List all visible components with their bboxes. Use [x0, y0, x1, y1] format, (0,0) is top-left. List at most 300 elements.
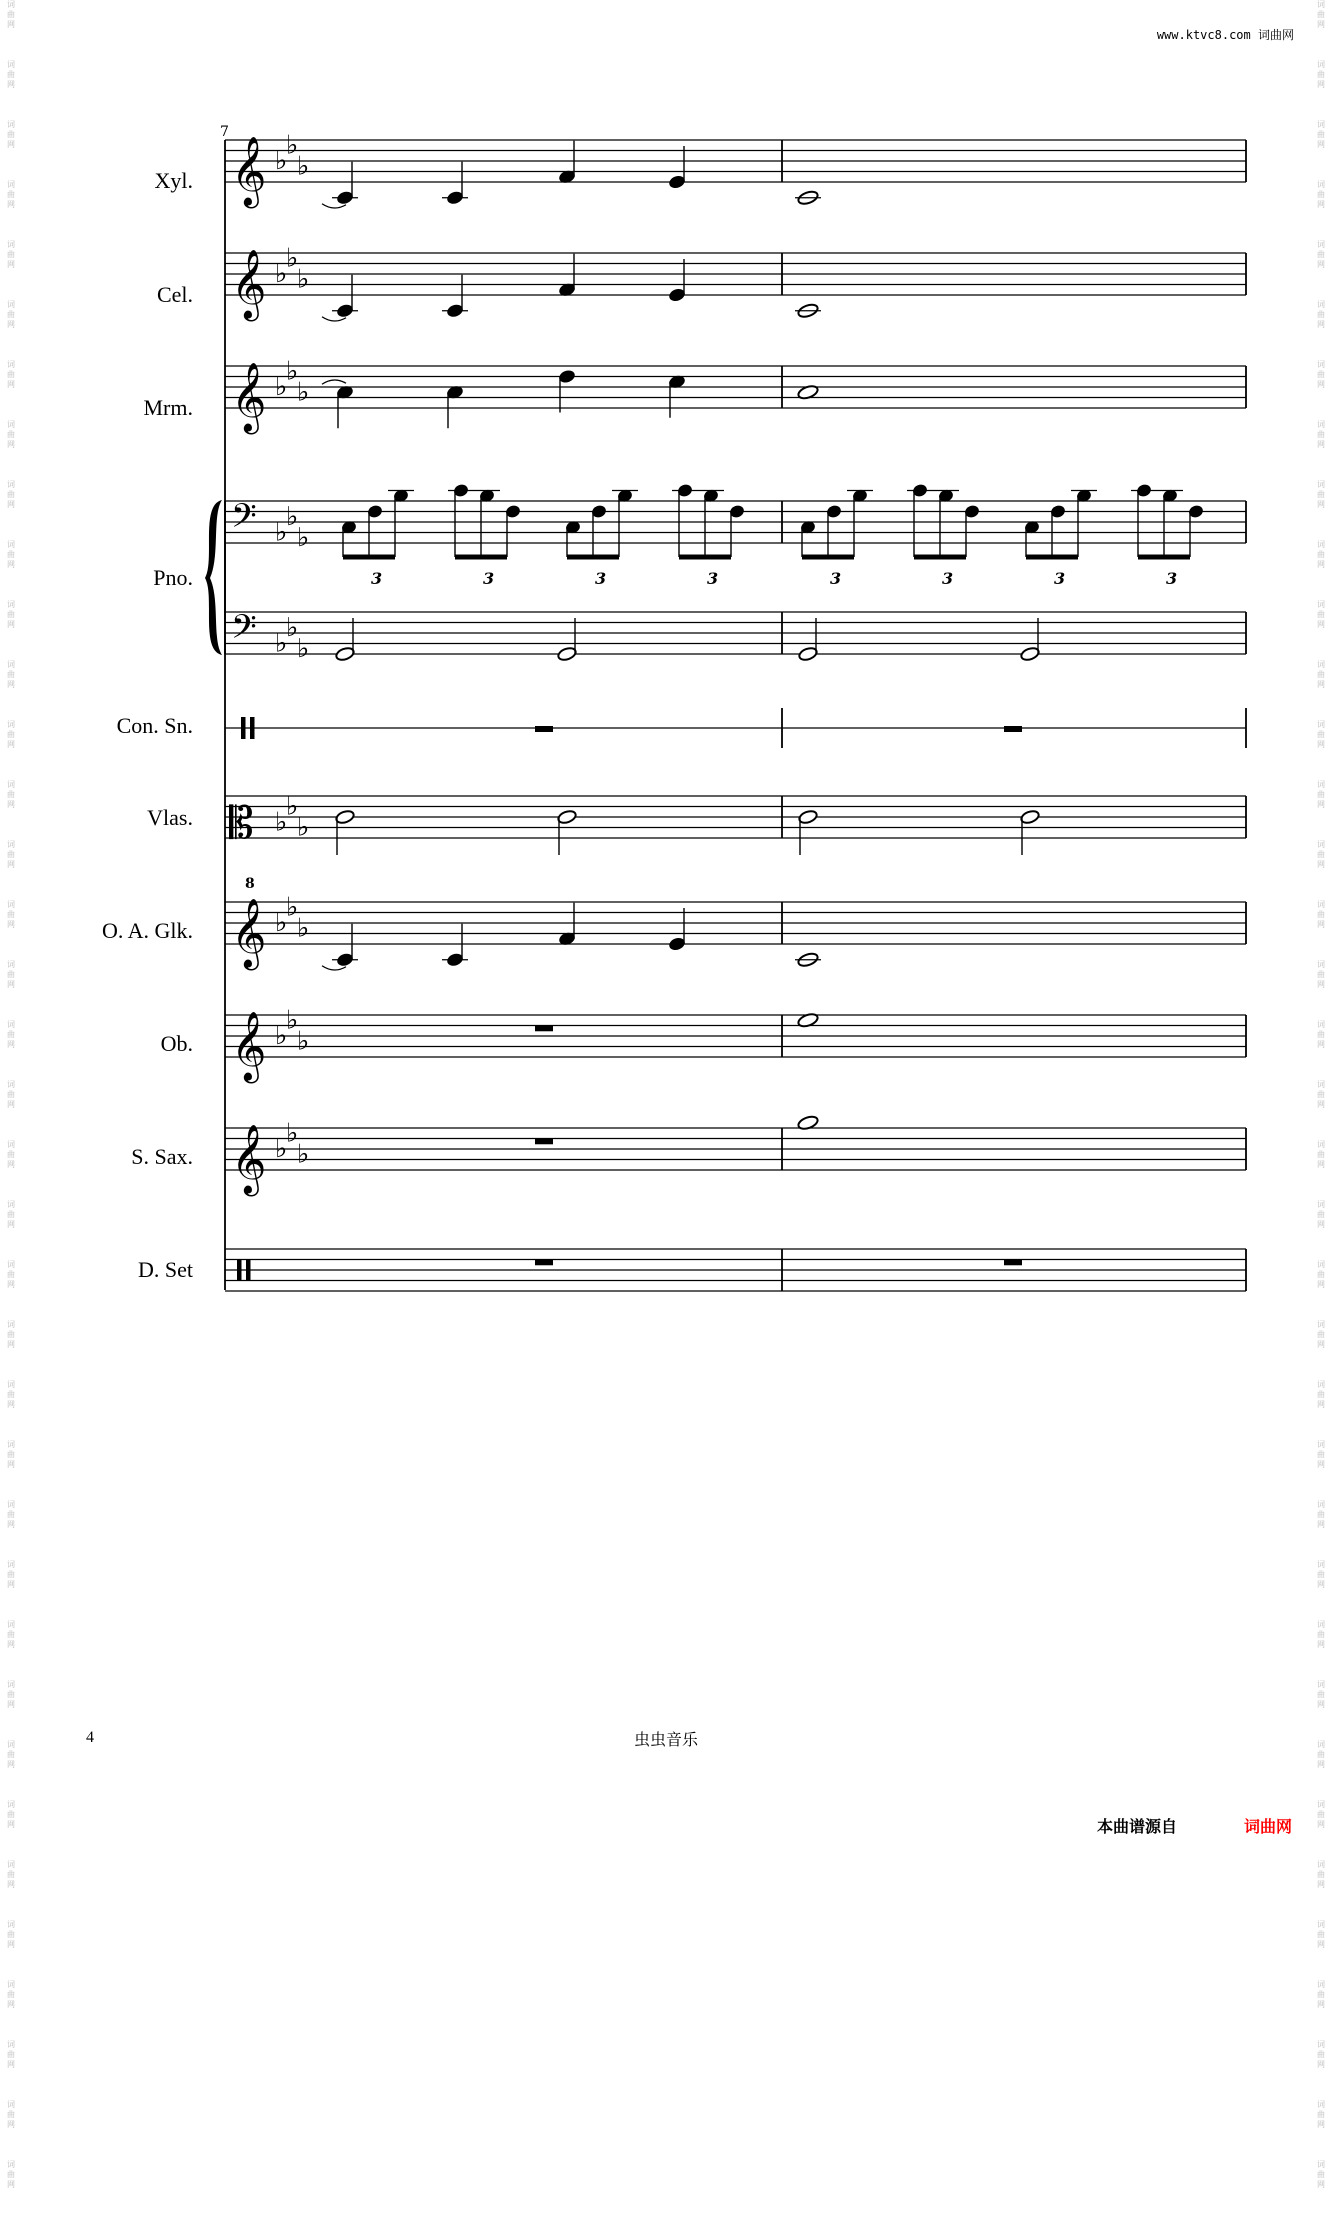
watermark-char: 词 — [7, 480, 15, 489]
watermark-char: 曲 — [1317, 10, 1325, 19]
watermark-char: 词 — [7, 180, 15, 189]
violas-half-note — [557, 809, 577, 825]
watermark-char: 网 — [7, 80, 15, 89]
watermark-char: 词 — [7, 1620, 15, 1629]
watermark-char: 曲 — [1317, 1450, 1325, 1459]
watermark-char: 词 — [7, 1560, 15, 1569]
watermark-char: 曲 — [1317, 130, 1325, 139]
watermark-char: 曲 — [1317, 670, 1325, 679]
watermark-char: 词 — [1317, 1440, 1325, 1449]
watermark-char: 曲 — [1317, 1030, 1325, 1039]
watermark-char: 曲 — [1317, 1510, 1325, 1519]
violas-half-note — [798, 809, 818, 825]
watermark-char: 词 — [1317, 180, 1325, 189]
watermark-char: 网 — [7, 860, 15, 869]
watermark-char: 网 — [7, 2060, 15, 2069]
instrument-label-concert-snare: Con. Sn. — [116, 713, 193, 738]
piano-tuplet-number: 3 — [1054, 569, 1066, 588]
watermark-char: 网 — [1317, 2000, 1325, 2009]
piano-lh-flat: ♭ — [286, 612, 299, 643]
piano-half-note — [335, 646, 355, 662]
watermark-char: 词 — [1317, 2160, 1325, 2169]
watermark-char: 曲 — [7, 70, 15, 79]
watermark-char: 曲 — [1317, 370, 1325, 379]
watermark-char: 曲 — [1317, 1810, 1325, 1819]
oboe-flat: ♭ — [286, 1005, 299, 1036]
oboe-whole-rest — [535, 1026, 553, 1032]
watermark-char: 词 — [7, 240, 15, 249]
watermark-char: 网 — [7, 320, 15, 329]
watermark-char: 曲 — [7, 1870, 15, 1879]
watermark-char: 词 — [1317, 1020, 1325, 1029]
instrument-label-marimba: Mrm. — [143, 395, 193, 420]
piano-half-note — [557, 646, 577, 662]
violas-flat: ♭ — [286, 791, 299, 822]
watermark-char: 网 — [1317, 440, 1325, 449]
piano-tuplet-number: 3 — [942, 569, 954, 588]
watermark-char: 词 — [1317, 1620, 1325, 1629]
instrument-label-xylophone: Xyl. — [154, 168, 193, 193]
watermark-char: 网 — [1317, 1460, 1325, 1469]
watermark-char: 曲 — [1317, 1990, 1325, 1999]
watermark-char: 词 — [1317, 1200, 1325, 1209]
drum-set-whole-rest — [535, 1260, 553, 1266]
watermark-char: 词 — [7, 900, 15, 909]
watermark-char: 网 — [1317, 800, 1325, 809]
watermark-char: 网 — [1317, 1580, 1325, 1589]
watermark-char: 曲 — [7, 1630, 15, 1639]
watermark-char: 曲 — [1317, 1930, 1325, 1939]
watermark-char: 网 — [1317, 620, 1325, 629]
watermark-char: 网 — [1317, 1820, 1325, 1829]
watermark-char: 网 — [1317, 1940, 1325, 1949]
concert-snare-perc-clef — [241, 717, 246, 739]
footer-brand-link[interactable]: 词曲网 — [1244, 1817, 1293, 1836]
watermark-char: 曲 — [1317, 2170, 1325, 2179]
watermark-char: 网 — [1317, 500, 1325, 509]
watermark-char: 词 — [1317, 60, 1325, 69]
watermark-char: 词 — [1317, 1560, 1325, 1569]
watermark-char: 词 — [1317, 540, 1325, 549]
watermark-char: 曲 — [1317, 1090, 1325, 1099]
watermark-char: 网 — [7, 20, 15, 29]
watermark-char: 词 — [7, 780, 15, 789]
watermark-char: 曲 — [7, 670, 15, 679]
watermark-char: 词 — [1317, 1140, 1325, 1149]
watermark-char: 网 — [7, 1520, 15, 1529]
watermark-char: 曲 — [7, 1090, 15, 1099]
celesta-note — [668, 288, 686, 303]
watermark-char: 曲 — [7, 850, 15, 859]
celesta-treble-clef: 𝄞 — [231, 249, 267, 319]
watermark-char: 曲 — [1317, 430, 1325, 439]
soprano-sax-flat: ♭ — [286, 1118, 299, 1149]
watermark-char: 曲 — [7, 10, 15, 19]
watermark-char: 网 — [7, 680, 15, 689]
watermark-char: 曲 — [1317, 910, 1325, 919]
watermark-char: 词 — [7, 120, 15, 129]
watermark-char: 曲 — [7, 1930, 15, 1939]
watermark-char: 曲 — [1317, 1630, 1325, 1639]
watermark-char: 词 — [7, 2160, 15, 2169]
watermark-char: 曲 — [1317, 1210, 1325, 1219]
watermark-char: 曲 — [7, 2050, 15, 2059]
watermark-char: 网 — [1317, 1160, 1325, 1169]
instrument-label-soprano-sax: S. Sax. — [131, 1144, 193, 1169]
watermark-char: 曲 — [7, 2170, 15, 2179]
watermark-char: 曲 — [7, 1210, 15, 1219]
piano-brace — [205, 500, 222, 655]
watermark-char: 词 — [1317, 1080, 1325, 1089]
watermark-char: 网 — [1317, 200, 1325, 209]
watermark-char: 曲 — [7, 190, 15, 199]
watermark-char: 曲 — [7, 1990, 15, 1999]
watermark-char: 词 — [1317, 300, 1325, 309]
watermark-char: 曲 — [1317, 2110, 1325, 2119]
xylophone-flat: ♭ — [275, 146, 288, 176]
drum-set-whole-rest — [1004, 1260, 1022, 1266]
watermark-char: 词 — [1317, 1920, 1325, 1929]
measure-number-8: 8 — [245, 876, 255, 892]
watermark-char: 词 — [1317, 660, 1325, 669]
soprano-sax-flat: ♭ — [297, 1139, 310, 1170]
concert-snare-whole-rest — [1004, 726, 1022, 732]
watermark-char: 曲 — [7, 910, 15, 919]
watermark-char: 曲 — [7, 1570, 15, 1579]
marimba-flat: ♭ — [286, 356, 299, 387]
glockenspiel-flat: ♭ — [286, 892, 299, 923]
watermark-char: 词 — [1317, 420, 1325, 429]
glockenspiel-tie — [322, 966, 346, 970]
watermark-char: 词 — [7, 420, 15, 429]
watermark-char: 词 — [7, 1380, 15, 1389]
watermark-char: 词 — [1317, 1500, 1325, 1509]
xylophone-flat: ♭ — [297, 151, 310, 182]
concert-snare-whole-rest — [535, 726, 553, 732]
watermark-char: 词 — [7, 1680, 15, 1689]
watermark-char: 曲 — [1317, 1270, 1325, 1279]
watermark-char: 曲 — [7, 1330, 15, 1339]
watermark-char: 网 — [1317, 680, 1325, 689]
watermark-char: 曲 — [1317, 790, 1325, 799]
watermark-char: 曲 — [7, 730, 15, 739]
watermark-char: 词 — [7, 1500, 15, 1509]
xylophone-flat: ♭ — [286, 130, 299, 161]
footer-publisher: 虫虫音乐 — [634, 1730, 699, 1749]
watermark-char: 网 — [7, 140, 15, 149]
watermark-char: 网 — [7, 500, 15, 509]
watermark-char: 网 — [7, 1880, 15, 1889]
watermark-char: 曲 — [1317, 1690, 1325, 1699]
watermark-char: 词 — [1317, 840, 1325, 849]
celesta-flat: ♭ — [275, 259, 288, 289]
watermark-char: 词 — [1317, 360, 1325, 369]
watermark-char: 网 — [1317, 920, 1325, 929]
glockenspiel-flat: ♭ — [297, 913, 310, 944]
watermark-char: 网 — [1317, 2180, 1325, 2189]
marimba-flat: ♭ — [275, 372, 288, 402]
watermark-char: 网 — [1317, 380, 1325, 389]
watermark-char: 词 — [1317, 2040, 1325, 2049]
watermark-char: 词 — [7, 1260, 15, 1269]
instrument-label-drum-set: D. Set — [138, 1257, 193, 1282]
oboe-flat: ♭ — [297, 1026, 310, 1057]
watermark-char: 网 — [1317, 1220, 1325, 1229]
watermark-char: 网 — [1317, 1520, 1325, 1529]
celesta-flat: ♭ — [297, 264, 310, 295]
watermark-char: 词 — [1317, 720, 1325, 729]
violas-half-note — [1020, 809, 1040, 825]
watermark-char: 词 — [1317, 1320, 1325, 1329]
watermark-char: 网 — [7, 920, 15, 929]
celesta-flat: ♭ — [286, 243, 299, 274]
watermark-char: 网 — [7, 440, 15, 449]
piano-half-note — [798, 646, 818, 662]
instrument-label-glockenspiel: O. A. Glk. — [101, 918, 193, 943]
watermark-char: 网 — [1317, 1340, 1325, 1349]
piano-tuplet-number: 3 — [595, 569, 607, 588]
watermark-char: 网 — [7, 260, 15, 269]
watermark-char: 词 — [7, 1140, 15, 1149]
instrument-label-piano: Pno. — [153, 565, 193, 590]
watermark-char: 网 — [7, 1040, 15, 1049]
soprano-sax-treble-clef: 𝄞 — [231, 1124, 267, 1194]
watermark-char: 网 — [7, 1640, 15, 1649]
watermark-char: 曲 — [1317, 1570, 1325, 1579]
watermark-char: 网 — [1317, 1700, 1325, 1709]
watermark-char: 网 — [1317, 1640, 1325, 1649]
watermark-char: 网 — [7, 2120, 15, 2129]
oboe-treble-clef: 𝄞 — [231, 1011, 267, 1081]
watermark-char: 词 — [7, 840, 15, 849]
watermark-char: 词 — [1317, 600, 1325, 609]
instrument-label-violas: Vlas. — [147, 805, 193, 830]
source-url-text[interactable]: www.ktvc8.com — [1156, 28, 1251, 42]
watermark-char: 词 — [1317, 1380, 1325, 1389]
watermark-char: 网 — [7, 1820, 15, 1829]
watermark-char: 曲 — [1317, 1870, 1325, 1879]
watermark-char: 词 — [7, 0, 15, 9]
watermark-char: 词 — [1317, 1800, 1325, 1809]
watermark-char: 网 — [1317, 560, 1325, 569]
watermark-char: 词 — [7, 1440, 15, 1449]
xylophone-note — [668, 175, 686, 190]
watermark-char: 曲 — [1317, 2050, 1325, 2059]
watermark-char: 网 — [1317, 20, 1325, 29]
watermark-char: 网 — [7, 380, 15, 389]
watermark-char: 曲 — [7, 1450, 15, 1459]
watermark-char: 曲 — [7, 970, 15, 979]
watermark-char: 网 — [7, 1940, 15, 1949]
watermark-char: 网 — [7, 200, 15, 209]
watermark-char: 词 — [7, 1200, 15, 1209]
watermark-char: 曲 — [7, 1810, 15, 1819]
piano-lh-flat: ♭ — [275, 628, 288, 659]
watermark-char: 曲 — [7, 250, 15, 259]
watermark-char: 网 — [1317, 1040, 1325, 1049]
drum-set-perc-clef — [237, 1260, 242, 1281]
watermark-char: 网 — [7, 800, 15, 809]
watermark-char: 词 — [7, 1740, 15, 1749]
watermark-char: 词 — [7, 2100, 15, 2109]
piano-tuplet-number: 3 — [707, 569, 719, 588]
piano-lh-flat: ♭ — [297, 633, 310, 664]
watermark-char: 网 — [1317, 260, 1325, 269]
watermark-char: 曲 — [7, 610, 15, 619]
watermark-char: 词 — [1317, 1740, 1325, 1749]
watermark-char: 词 — [1317, 2100, 1325, 2109]
watermark-char: 网 — [1317, 2120, 1325, 2129]
watermark-char: 曲 — [1317, 190, 1325, 199]
xylophone-treble-clef: 𝄞 — [231, 136, 267, 206]
watermark-char: 词 — [7, 720, 15, 729]
violas-flat: ♭ — [275, 807, 288, 838]
watermark-char: 网 — [7, 1760, 15, 1769]
watermark-char: 词 — [7, 1020, 15, 1029]
watermark-char: 网 — [7, 1280, 15, 1289]
watermark-char: 词 — [1317, 780, 1325, 789]
watermark-char: 曲 — [7, 1270, 15, 1279]
glockenspiel-note — [668, 937, 686, 952]
watermark-char: 曲 — [7, 310, 15, 319]
watermark-char: 曲 — [7, 2110, 15, 2119]
drum-set-perc-clef — [246, 1260, 251, 1281]
watermark-char: 曲 — [7, 1510, 15, 1519]
watermark-char: 曲 — [7, 790, 15, 799]
watermark-char: 曲 — [7, 1030, 15, 1039]
watermark-char: 曲 — [1317, 1750, 1325, 1759]
watermark-char: 词 — [1317, 0, 1325, 9]
watermark-char: 词 — [7, 1860, 15, 1869]
watermark-char: 网 — [1317, 1760, 1325, 1769]
watermark-char: 曲 — [1317, 730, 1325, 739]
watermark-char: 词 — [7, 960, 15, 969]
footer-source-label: 本曲谱源自 — [1097, 1817, 1178, 1836]
marimba-treble-clef: 𝄞 — [231, 362, 267, 432]
watermark-char: 网 — [7, 1700, 15, 1709]
watermark-char: 网 — [7, 1160, 15, 1169]
page-number: 4 — [86, 1729, 94, 1746]
marimba-note — [558, 369, 576, 384]
celesta-tie — [322, 317, 346, 321]
glockenspiel-flat: ♭ — [275, 908, 288, 938]
marimba-tie — [322, 380, 346, 384]
watermark-char: 曲 — [1317, 850, 1325, 859]
violas-flat: ♭ — [297, 812, 310, 843]
watermark-char: 词 — [1317, 1680, 1325, 1689]
watermark-char: 曲 — [1317, 1390, 1325, 1399]
watermark-char: 网 — [1317, 860, 1325, 869]
soprano-sax-flat: ♭ — [275, 1134, 288, 1164]
watermark-char: 词 — [1317, 960, 1325, 969]
watermark-char: 词 — [1317, 240, 1325, 249]
watermark-char: 曲 — [7, 1750, 15, 1759]
marimba-flat: ♭ — [297, 377, 310, 408]
piano-tuplet-number: 3 — [483, 569, 495, 588]
measure-number-7: 7 — [220, 124, 229, 140]
watermark-char: 曲 — [7, 1150, 15, 1159]
watermark-char: 曲 — [7, 490, 15, 499]
watermark-char: 网 — [1317, 80, 1325, 89]
watermark-char: 曲 — [7, 430, 15, 439]
instrument-label-oboe: Ob. — [160, 1031, 193, 1056]
watermark-char: 网 — [7, 2180, 15, 2189]
piano-rh-flat: ♭ — [297, 522, 310, 553]
watermark-char: 网 — [7, 620, 15, 629]
watermark-char: 词 — [7, 540, 15, 549]
watermark-char: 词 — [7, 660, 15, 669]
watermark-char: 网 — [7, 560, 15, 569]
watermark-char: 词 — [7, 1080, 15, 1089]
watermark-char: 词 — [1317, 1260, 1325, 1269]
oboe-flat: ♭ — [275, 1021, 288, 1051]
watermark-char: 曲 — [1317, 970, 1325, 979]
watermark-char: 曲 — [7, 550, 15, 559]
piano-rh-flat: ♭ — [275, 517, 288, 548]
watermark-char: 词 — [7, 2040, 15, 2049]
piano-tuplet-number: 3 — [371, 569, 383, 588]
watermark-char: 词 — [7, 1800, 15, 1809]
watermark-char: 网 — [7, 1340, 15, 1349]
watermark-char: 网 — [7, 740, 15, 749]
watermark-char: 曲 — [1317, 310, 1325, 319]
watermark-char: 网 — [7, 1220, 15, 1229]
watermark-char: 网 — [1317, 980, 1325, 989]
watermark-char: 网 — [7, 1400, 15, 1409]
watermark-char: 网 — [1317, 1280, 1325, 1289]
watermark-char: 网 — [7, 980, 15, 989]
piano-tuplet-number: 3 — [830, 569, 842, 588]
watermark-char: 曲 — [1317, 490, 1325, 499]
watermark-char: 曲 — [7, 1390, 15, 1399]
piano-lh-bass-clef: 𝄢 — [231, 608, 257, 655]
watermark-char: 词 — [7, 600, 15, 609]
source-site-name: 词曲网 — [1257, 28, 1294, 42]
watermark-char: 曲 — [7, 130, 15, 139]
piano-rh-flat: ♭ — [286, 501, 299, 532]
piano-tuplet-number: 3 — [1166, 569, 1178, 588]
watermark-char: 曲 — [7, 370, 15, 379]
watermark-char: 词 — [1317, 1980, 1325, 1989]
watermark-char: 曲 — [1317, 1330, 1325, 1339]
watermark-char: 网 — [7, 1100, 15, 1109]
watermark-char: 词 — [7, 1920, 15, 1929]
violas-alto-clef: 𝄡 — [229, 798, 254, 849]
watermark-char: 网 — [7, 1460, 15, 1469]
xylophone-tie — [322, 204, 346, 208]
watermark-char: 曲 — [7, 1690, 15, 1699]
violas-half-note — [335, 809, 355, 825]
watermark-char: 网 — [1317, 1400, 1325, 1409]
watermark-char: 词 — [1317, 480, 1325, 489]
watermark-char: 词 — [7, 300, 15, 309]
watermark-char: 词 — [1317, 1860, 1325, 1869]
watermark-char: 词 — [7, 360, 15, 369]
piano-rh-bass-clef: 𝄢 — [231, 497, 257, 544]
instrument-label-celesta: Cel. — [156, 282, 193, 307]
watermark-char: 网 — [1317, 1880, 1325, 1889]
watermark-char: 词 — [7, 1980, 15, 1989]
watermark-char: 曲 — [1317, 550, 1325, 559]
watermark-char: 曲 — [1317, 70, 1325, 79]
watermark-char: 词 — [1317, 900, 1325, 909]
watermark-char: 网 — [1317, 740, 1325, 749]
watermark-char: 曲 — [1317, 250, 1325, 259]
glockenspiel-treble-clef: 𝄞 — [231, 898, 267, 968]
watermark-char: 网 — [1317, 320, 1325, 329]
watermark-char: 曲 — [1317, 1150, 1325, 1159]
watermark-char: 词 — [7, 1320, 15, 1329]
